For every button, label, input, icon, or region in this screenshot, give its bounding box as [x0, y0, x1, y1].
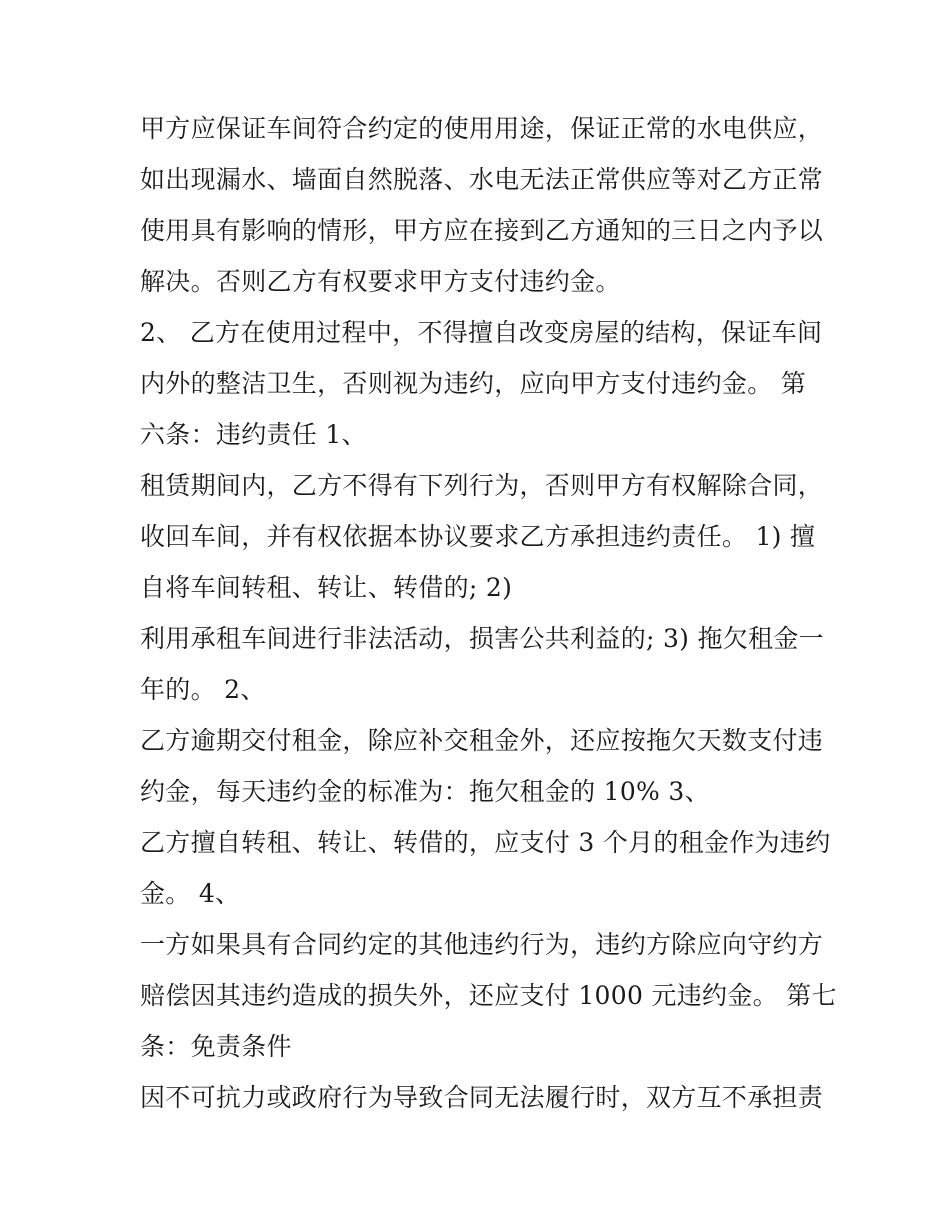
text-line: 如出现漏水、墙面自然脱落、水电无法正常供应等对乙方正常	[140, 165, 824, 194]
text-line: 六条：违约责任 1、	[140, 420, 367, 449]
text-line: 收回车间，并有权依据本协议要求乙方承担违约责任。 1) 擅	[140, 522, 816, 551]
text-line: 约金，每天违约金的标准为：拖欠租金的 10% 3、	[140, 777, 710, 806]
text-line: 利用承租车间进行非法活动，损害公共利益的; 3) 拖欠租金一	[140, 624, 824, 653]
text-line: 自将车间转租、转让、转借的; 2)	[140, 573, 513, 602]
text-line: 金。 4、	[140, 879, 241, 908]
text-line: 使用具有影响的情形，甲方应在接到乙方通知的三日之内予以	[140, 216, 824, 245]
text-line: 乙方擅自转租、转让、转借的，应支付 3 个月的租金作为违约	[140, 828, 831, 857]
text-line: 甲方应保证车间符合约定的使用用途，保证正常的水电供应，	[140, 114, 824, 143]
text-line: 因不可抗力或政府行为导致合同无法履行时，双方互不承担责	[140, 1083, 824, 1112]
text-line: 内外的整洁卫生，否则视为违约，应向甲方支付违约金。 第	[140, 369, 807, 398]
text-line: 年的。 2、	[140, 675, 266, 704]
text-line: 一方如果具有合同约定的其他违约行为，违约方除应向守约方	[140, 930, 824, 959]
text-line: 2、 乙方在使用过程中，不得擅自改变房屋的结构，保证车间	[140, 318, 823, 347]
document-body	[140, 103, 837, 1123]
text-line: 乙方逾期交付租金，除应补交租金外，还应按拖欠天数支付违	[140, 726, 824, 755]
text-line: 赔偿因其违约造成的损失外，还应支付 1000 元违约金。 第七	[140, 981, 837, 1010]
text-line: 解决。否则乙方有权要求甲方支付违约金。	[140, 267, 621, 296]
text-line: 条：免责条件	[140, 1032, 292, 1061]
text-line: 租赁期间内，乙方不得有下列行为，否则甲方有权解除合同，	[140, 471, 824, 500]
